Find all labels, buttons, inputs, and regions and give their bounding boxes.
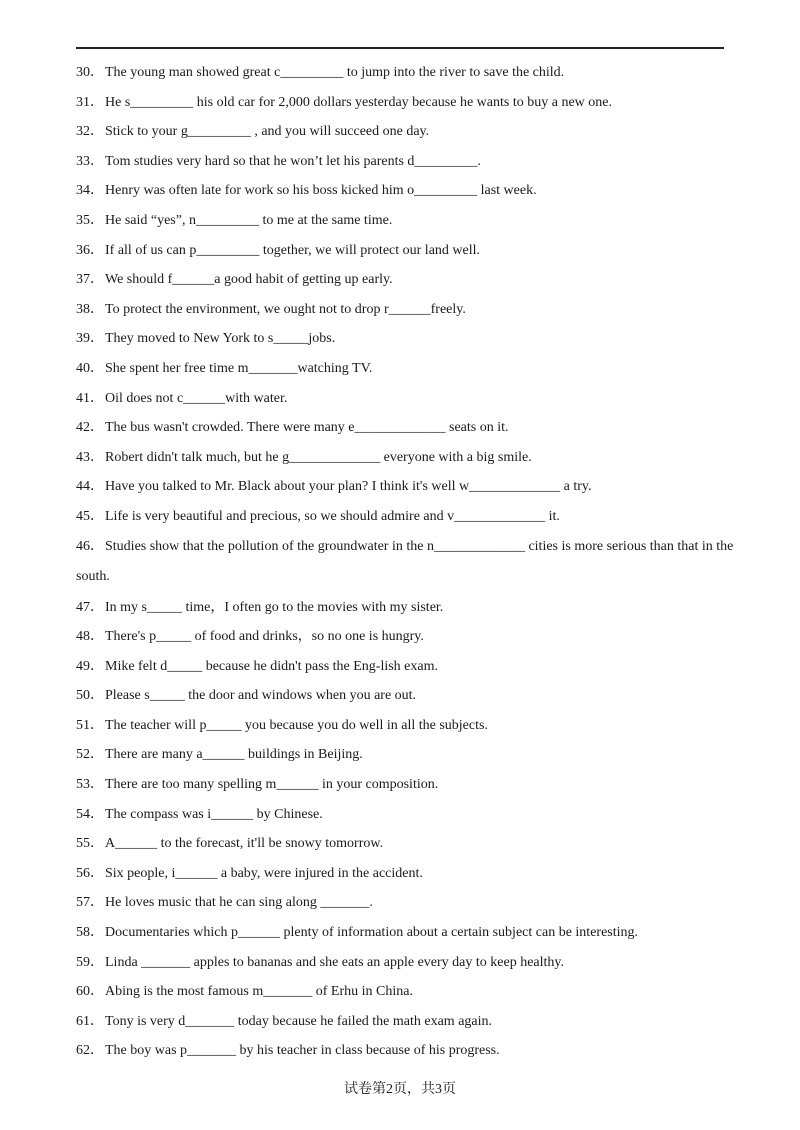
question-33 [76, 147, 736, 177]
question-text: The young man showed great c_________ to jump into the river to save the child. [105, 65, 565, 80]
question-39 [76, 324, 736, 354]
question-49 [76, 652, 736, 682]
question-text: Have you talked to Mr. Black about your plan? I think it's well w_____________ a try. [105, 479, 592, 495]
question-52 [76, 740, 736, 770]
question-38 [76, 295, 736, 325]
question-46 [76, 532, 736, 593]
question-number: 34． [76, 183, 104, 199]
question-60 [76, 977, 736, 1007]
question-number: 62． [76, 1043, 104, 1059]
question-32 [76, 117, 736, 147]
question-text: Life is very beautiful and precious, so we should admire and v_____________ it. [105, 508, 560, 524]
question-text: Tony is very d_______ today because he failed the math exam again. [105, 1013, 493, 1029]
question-31 [76, 88, 736, 118]
question-text: A______ to the forecast, it'll be snowy tomorrow. [105, 836, 384, 852]
question-text: Robert didn't talk much, but he g_____________ everyone with a big smile. [105, 449, 532, 465]
question-text: The compass was i______ by Chinese. [105, 806, 323, 822]
question-54 [76, 800, 736, 830]
question-number: 35． [76, 212, 104, 228]
question-44 [76, 472, 736, 502]
question-43 [76, 443, 736, 473]
question-text: Abing is the most famous m_______ of Erhu in China. [105, 984, 413, 1000]
question-45 [76, 502, 736, 532]
question-number: 48． [76, 629, 104, 645]
question-text: Documentaries which p______ plenty of information about a certain subject can be interesting. [105, 925, 639, 941]
question-text: She spent her free time m_______watching TV. [105, 360, 373, 376]
question-text: Mike felt d_____ because he didn't pass the Eng-lish exam. [105, 658, 438, 674]
question-text: Linda _______ apples to bananas and she eats an apple every day to keep healthy. [105, 954, 564, 970]
question-48 [76, 622, 736, 652]
question-text: They moved to New York to s_____jobs. [105, 331, 336, 347]
question-text: If all of us can p_________ together, we will protect our land well. [105, 242, 481, 258]
question-number: 38． [76, 301, 104, 317]
question-number: 49． [76, 658, 104, 674]
question-number: 45． [76, 508, 104, 524]
question-57 [76, 888, 736, 918]
question-40 [76, 354, 736, 384]
question-number: 44． [76, 479, 104, 495]
question-text: Studies show that the pollution of the groundwater in the n_____________ cities is more serious than that in the south. [76, 538, 734, 584]
question-number: 56． [76, 865, 104, 881]
question-62 [76, 1036, 736, 1066]
question-text: Tom studies very hard so that he won’t let his parents d_________. [105, 153, 481, 169]
question-number: 42． [76, 420, 104, 436]
question-59 [76, 948, 736, 978]
question-number: 43． [76, 449, 104, 465]
question-text: Henry was often late for work so his boss kicked him o_________ last week. [105, 183, 537, 199]
question-text: The teacher will p_____ you because you do well in all the subjects. [105, 717, 488, 733]
question-text: Please s_____ the door and windows when you are out. [105, 688, 417, 704]
question-35 [76, 206, 736, 236]
question-number: 53． [76, 777, 104, 793]
question-56 [76, 859, 736, 889]
question-list [76, 58, 736, 1066]
question-text: He loves music that he can sing along _______. [105, 895, 373, 911]
question-number: 51． [76, 717, 104, 733]
question-58 [76, 918, 736, 948]
question-51 [76, 711, 736, 741]
question-number: 58． [76, 925, 104, 941]
question-text: Six people, i______ a baby, were injured in the accident. [105, 865, 423, 881]
question-text: He said “yes”, n_________ to me at the same time. [105, 212, 393, 228]
header-rule [76, 47, 724, 49]
question-number: 52． [76, 747, 104, 763]
question-42 [76, 413, 736, 443]
page-footer: 试卷第2页，共3页 [344, 1082, 456, 1097]
question-number: 59． [76, 954, 104, 970]
question-text: There are many a______ buildings in Beijing. [105, 747, 363, 763]
question-34 [76, 176, 736, 206]
question-number: 50． [76, 688, 104, 704]
question-47 [76, 593, 736, 623]
question-number: 57． [76, 895, 104, 911]
question-number: 37． [76, 272, 104, 288]
question-text: Oil does not c______with water. [105, 390, 288, 406]
question-text: There's p_____ of food and drinks，so no one is hungry. [105, 629, 424, 645]
question-number: 36． [76, 242, 104, 258]
question-30 [76, 58, 736, 88]
question-text: We should f______a good habit of getting up early. [105, 272, 393, 288]
question-number: 40． [76, 360, 104, 376]
question-text: There are too many spelling m______ in your composition. [105, 777, 439, 793]
question-number: 41． [76, 390, 104, 406]
question-36 [76, 236, 736, 266]
question-37 [76, 265, 736, 295]
question-number: 31． [76, 94, 104, 110]
question-text: The bus wasn't crowded. There were many e_____________ seats on it. [105, 420, 509, 436]
question-number: 46． [76, 538, 104, 554]
question-61 [76, 1007, 736, 1037]
question-number: 30． [76, 65, 104, 80]
question-41 [76, 384, 736, 414]
question-text: The boy was p_______ by his teacher in class because of his progress. [105, 1043, 500, 1059]
question-number: 55． [76, 836, 104, 852]
question-number: 54． [76, 806, 104, 822]
question-number: 33． [76, 153, 104, 169]
question-number: 60． [76, 984, 104, 1000]
question-number: 32． [76, 124, 104, 140]
question-number: 47． [76, 599, 104, 615]
question-text: To protect the environment, we ought not to drop r______freely. [105, 301, 466, 317]
question-55 [76, 829, 736, 859]
question-number: 61． [76, 1013, 104, 1029]
question-text: In my s_____ time，I often go to the movies with my sister. [105, 599, 444, 615]
question-53 [76, 770, 736, 800]
question-50 [76, 681, 736, 711]
question-number: 39． [76, 331, 104, 347]
question-text: Stick to your g_________ , and you will succeed one day. [105, 124, 430, 140]
question-text: He s_________ his old car for 2,000 dollars yesterday because he wants to buy a new one. [105, 94, 612, 110]
